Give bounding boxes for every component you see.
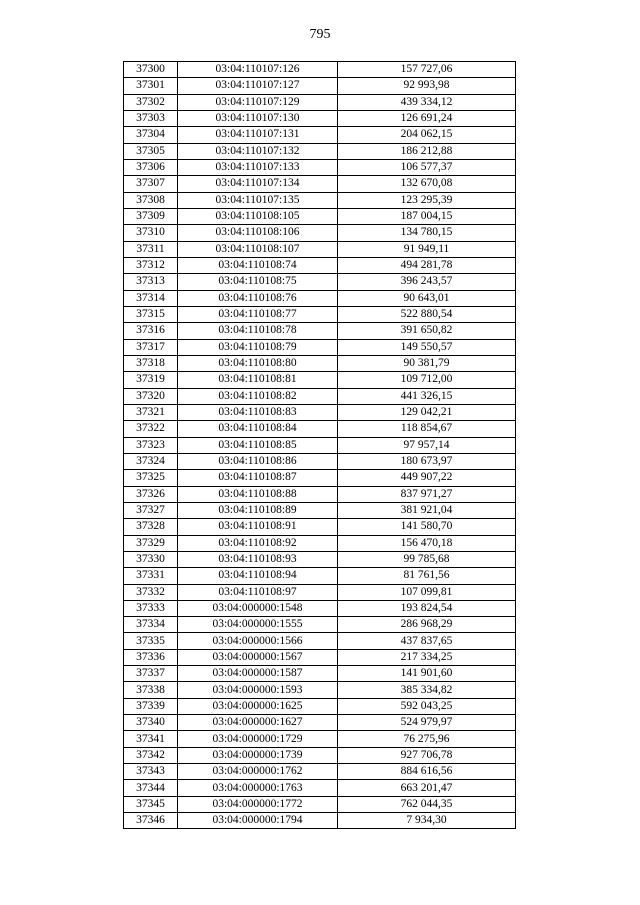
- cadastral-number-cell: 03:04:110108:80: [178, 355, 338, 371]
- value-cell: 97 957,14: [338, 437, 516, 453]
- table-row: [124, 649, 516, 665]
- cadastral-number-cell: 03:04:110108:105: [178, 208, 338, 224]
- table-row: [124, 535, 516, 551]
- table-row: [124, 666, 516, 682]
- row-number-cell: 37340: [124, 715, 178, 731]
- table-row: [124, 551, 516, 567]
- value-cell: 186 212,88: [338, 143, 516, 159]
- row-number-cell: 37336: [124, 649, 178, 665]
- row-number-cell: 37309: [124, 208, 178, 224]
- row-number-cell: 37322: [124, 421, 178, 437]
- cadastral-number-cell: 03:04:110108:94: [178, 568, 338, 584]
- table-row: [124, 241, 516, 257]
- table-row: [124, 78, 516, 94]
- row-number-cell: 37303: [124, 110, 178, 126]
- value-cell: 494 281,78: [338, 257, 516, 273]
- cadastral-number-cell: 03:04:110107:135: [178, 192, 338, 208]
- cadastral-number-cell: 03:04:110107:131: [178, 127, 338, 143]
- row-number-cell: 37315: [124, 306, 178, 322]
- table-row: [124, 633, 516, 649]
- row-number-cell: 37311: [124, 241, 178, 257]
- row-number-cell: 37332: [124, 584, 178, 600]
- row-number-cell: 37318: [124, 355, 178, 371]
- value-cell: 663 201,47: [338, 780, 516, 796]
- value-cell: 106 577,37: [338, 159, 516, 175]
- row-number-cell: 37333: [124, 600, 178, 616]
- value-cell: 141 580,70: [338, 519, 516, 535]
- row-number-cell: 37301: [124, 78, 178, 94]
- cadastral-number-cell: 03:04:000000:1587: [178, 666, 338, 682]
- table-row: [124, 176, 516, 192]
- row-number-cell: 37331: [124, 568, 178, 584]
- value-cell: 129 042,21: [338, 404, 516, 420]
- cadastral-number-cell: 03:04:000000:1625: [178, 698, 338, 714]
- row-number-cell: 37344: [124, 780, 178, 796]
- cadastral-number-cell: 03:04:110108:75: [178, 274, 338, 290]
- cadastral-number-cell: 03:04:110107:127: [178, 78, 338, 94]
- table-row: [124, 437, 516, 453]
- table-body: [124, 62, 516, 829]
- row-number-cell: 37305: [124, 143, 178, 159]
- value-cell: 91 949,11: [338, 241, 516, 257]
- cadastral-number-cell: 03:04:110108:76: [178, 290, 338, 306]
- value-cell: 187 004,15: [338, 208, 516, 224]
- row-number-cell: 37321: [124, 404, 178, 420]
- table-row: [124, 143, 516, 159]
- row-number-cell: 37337: [124, 666, 178, 682]
- value-cell: 437 837,65: [338, 633, 516, 649]
- cadastral-number-cell: 03:04:110108:89: [178, 502, 338, 518]
- table-row: [124, 306, 516, 322]
- cadastral-number-cell: 03:04:110108:93: [178, 551, 338, 567]
- cadastral-number-cell: 03:04:110108:97: [178, 584, 338, 600]
- table-row: [124, 225, 516, 241]
- row-number-cell: 37325: [124, 470, 178, 486]
- table-row: [124, 339, 516, 355]
- value-cell: 76 275,96: [338, 731, 516, 747]
- row-number-cell: 37330: [124, 551, 178, 567]
- value-cell: 927 706,78: [338, 747, 516, 763]
- value-cell: 439 334,12: [338, 94, 516, 110]
- value-cell: 118 854,67: [338, 421, 516, 437]
- row-number-cell: 37343: [124, 764, 178, 780]
- row-number-cell: 37312: [124, 257, 178, 273]
- table-row: [124, 502, 516, 518]
- value-cell: 524 979,97: [338, 715, 516, 731]
- table-row: [124, 208, 516, 224]
- value-cell: 592 043,25: [338, 698, 516, 714]
- row-number-cell: 37342: [124, 747, 178, 763]
- cadastral-number-cell: 03:04:000000:1762: [178, 764, 338, 780]
- row-number-cell: 37328: [124, 519, 178, 535]
- value-cell: 884 616,56: [338, 764, 516, 780]
- table-row: [124, 584, 516, 600]
- cadastral-number-cell: 03:04:110107:130: [178, 110, 338, 126]
- table-row: [124, 62, 516, 78]
- value-cell: 837 971,27: [338, 486, 516, 502]
- value-cell: 90 381,79: [338, 355, 516, 371]
- row-number-cell: 37338: [124, 682, 178, 698]
- row-number-cell: 37334: [124, 617, 178, 633]
- row-number-cell: 37308: [124, 192, 178, 208]
- cadastral-number-cell: 03:04:000000:1739: [178, 747, 338, 763]
- value-cell: 81 761,56: [338, 568, 516, 584]
- value-cell: 123 295,39: [338, 192, 516, 208]
- row-number-cell: 37313: [124, 274, 178, 290]
- cadastral-number-cell: 03:04:110108:74: [178, 257, 338, 273]
- table-row: [124, 323, 516, 339]
- cadastral-number-cell: 03:04:110108:106: [178, 225, 338, 241]
- table-row: [124, 355, 516, 371]
- value-cell: 217 334,25: [338, 649, 516, 665]
- cadastral-number-cell: 03:04:000000:1627: [178, 715, 338, 731]
- value-cell: 107 099,81: [338, 584, 516, 600]
- cadastral-number-cell: 03:04:110108:79: [178, 339, 338, 355]
- table-row: [124, 274, 516, 290]
- table-row: [124, 568, 516, 584]
- cadastral-number-cell: 03:04:110108:81: [178, 372, 338, 388]
- table-row: [124, 110, 516, 126]
- row-number-cell: 37335: [124, 633, 178, 649]
- row-number-cell: 37317: [124, 339, 178, 355]
- value-cell: 157 727,06: [338, 62, 516, 78]
- value-cell: 204 062,15: [338, 127, 516, 143]
- value-cell: 180 673,97: [338, 453, 516, 469]
- table-row: [124, 127, 516, 143]
- cadastral-number-cell: 03:04:110107:129: [178, 94, 338, 110]
- cadastral-number-cell: 03:04:110108:85: [178, 437, 338, 453]
- table-row: [124, 764, 516, 780]
- cadastral-number-cell: 03:04:110108:84: [178, 421, 338, 437]
- row-number-cell: 37327: [124, 502, 178, 518]
- table-row: [124, 715, 516, 731]
- value-cell: 141 901,60: [338, 666, 516, 682]
- cadastral-number-cell: 03:04:110107:132: [178, 143, 338, 159]
- row-number-cell: 37307: [124, 176, 178, 192]
- table-row: [124, 519, 516, 535]
- cadastral-number-cell: 03:04:000000:1555: [178, 617, 338, 633]
- cadastral-number-cell: 03:04:110107:134: [178, 176, 338, 192]
- value-cell: 149 550,57: [338, 339, 516, 355]
- value-cell: 193 824,54: [338, 600, 516, 616]
- table-row: [124, 192, 516, 208]
- table-row: [124, 421, 516, 437]
- cadastral-number-cell: 03:04:000000:1567: [178, 649, 338, 665]
- value-cell: 522 880,54: [338, 306, 516, 322]
- table-row: [124, 780, 516, 796]
- table-row: [124, 404, 516, 420]
- value-cell: 396 243,57: [338, 274, 516, 290]
- row-number-cell: 37314: [124, 290, 178, 306]
- cadastral-number-cell: 03:04:110108:82: [178, 388, 338, 404]
- cadastral-number-cell: 03:04:110107:126: [178, 62, 338, 78]
- table-row: [124, 257, 516, 273]
- row-number-cell: 37341: [124, 731, 178, 747]
- cadastral-value-table: [123, 61, 516, 829]
- row-number-cell: 37345: [124, 796, 178, 812]
- table-row: [124, 290, 516, 306]
- row-number-cell: 37304: [124, 127, 178, 143]
- table-row: [124, 796, 516, 812]
- cadastral-number-cell: 03:04:000000:1729: [178, 731, 338, 747]
- row-number-cell: 37300: [124, 62, 178, 78]
- cadastral-number-cell: 03:04:000000:1772: [178, 796, 338, 812]
- page-number: 795: [309, 27, 331, 42]
- table-row: [124, 600, 516, 616]
- row-number-cell: 37339: [124, 698, 178, 714]
- cadastral-number-cell: 03:04:000000:1763: [178, 780, 338, 796]
- value-cell: 7 934,30: [338, 813, 516, 829]
- row-number-cell: 37302: [124, 94, 178, 110]
- row-number-cell: 37316: [124, 323, 178, 339]
- value-cell: 126 691,24: [338, 110, 516, 126]
- row-number-cell: 37323: [124, 437, 178, 453]
- cadastral-number-cell: 03:04:000000:1548: [178, 600, 338, 616]
- table-row: [124, 486, 516, 502]
- value-cell: 391 650,82: [338, 323, 516, 339]
- table-row: [124, 372, 516, 388]
- table-row: [124, 388, 516, 404]
- value-cell: 449 907,22: [338, 470, 516, 486]
- cadastral-number-cell: 03:04:000000:1593: [178, 682, 338, 698]
- table-row: [124, 682, 516, 698]
- value-cell: 92 993,98: [338, 78, 516, 94]
- table-row: [124, 747, 516, 763]
- table-row: [124, 731, 516, 747]
- cadastral-number-cell: 03:04:110108:91: [178, 519, 338, 535]
- row-number-cell: 37329: [124, 535, 178, 551]
- table-row: [124, 159, 516, 175]
- cadastral-number-cell: 03:04:000000:1794: [178, 813, 338, 829]
- row-number-cell: 37320: [124, 388, 178, 404]
- cadastral-number-cell: 03:04:110107:133: [178, 159, 338, 175]
- value-cell: 134 780,15: [338, 225, 516, 241]
- value-cell: 90 643,01: [338, 290, 516, 306]
- value-cell: 109 712,00: [338, 372, 516, 388]
- table-row: [124, 470, 516, 486]
- value-cell: 132 670,08: [338, 176, 516, 192]
- row-number-cell: 37326: [124, 486, 178, 502]
- value-cell: 286 968,29: [338, 617, 516, 633]
- row-number-cell: 37310: [124, 225, 178, 241]
- table-row: [124, 617, 516, 633]
- value-cell: 99 785,68: [338, 551, 516, 567]
- value-cell: 762 044,35: [338, 796, 516, 812]
- cadastral-number-cell: 03:04:110108:107: [178, 241, 338, 257]
- cadastral-number-cell: 03:04:110108:86: [178, 453, 338, 469]
- cadastral-number-cell: 03:04:110108:78: [178, 323, 338, 339]
- row-number-cell: 37346: [124, 813, 178, 829]
- cadastral-number-cell: 03:04:110108:87: [178, 470, 338, 486]
- value-cell: 441 326,15: [338, 388, 516, 404]
- row-number-cell: 37319: [124, 372, 178, 388]
- row-number-cell: 37324: [124, 453, 178, 469]
- table-row: [124, 94, 516, 110]
- row-number-cell: 37306: [124, 159, 178, 175]
- cadastral-number-cell: 03:04:000000:1566: [178, 633, 338, 649]
- table-row: [124, 698, 516, 714]
- cadastral-number-cell: 03:04:110108:83: [178, 404, 338, 420]
- value-cell: 385 334,82: [338, 682, 516, 698]
- value-cell: 381 921,04: [338, 502, 516, 518]
- cadastral-number-cell: 03:04:110108:88: [178, 486, 338, 502]
- cadastral-number-cell: 03:04:110108:92: [178, 535, 338, 551]
- value-cell: 156 470,18: [338, 535, 516, 551]
- table-row: [124, 453, 516, 469]
- cadastral-number-cell: 03:04:110108:77: [178, 306, 338, 322]
- table-row: [124, 813, 516, 829]
